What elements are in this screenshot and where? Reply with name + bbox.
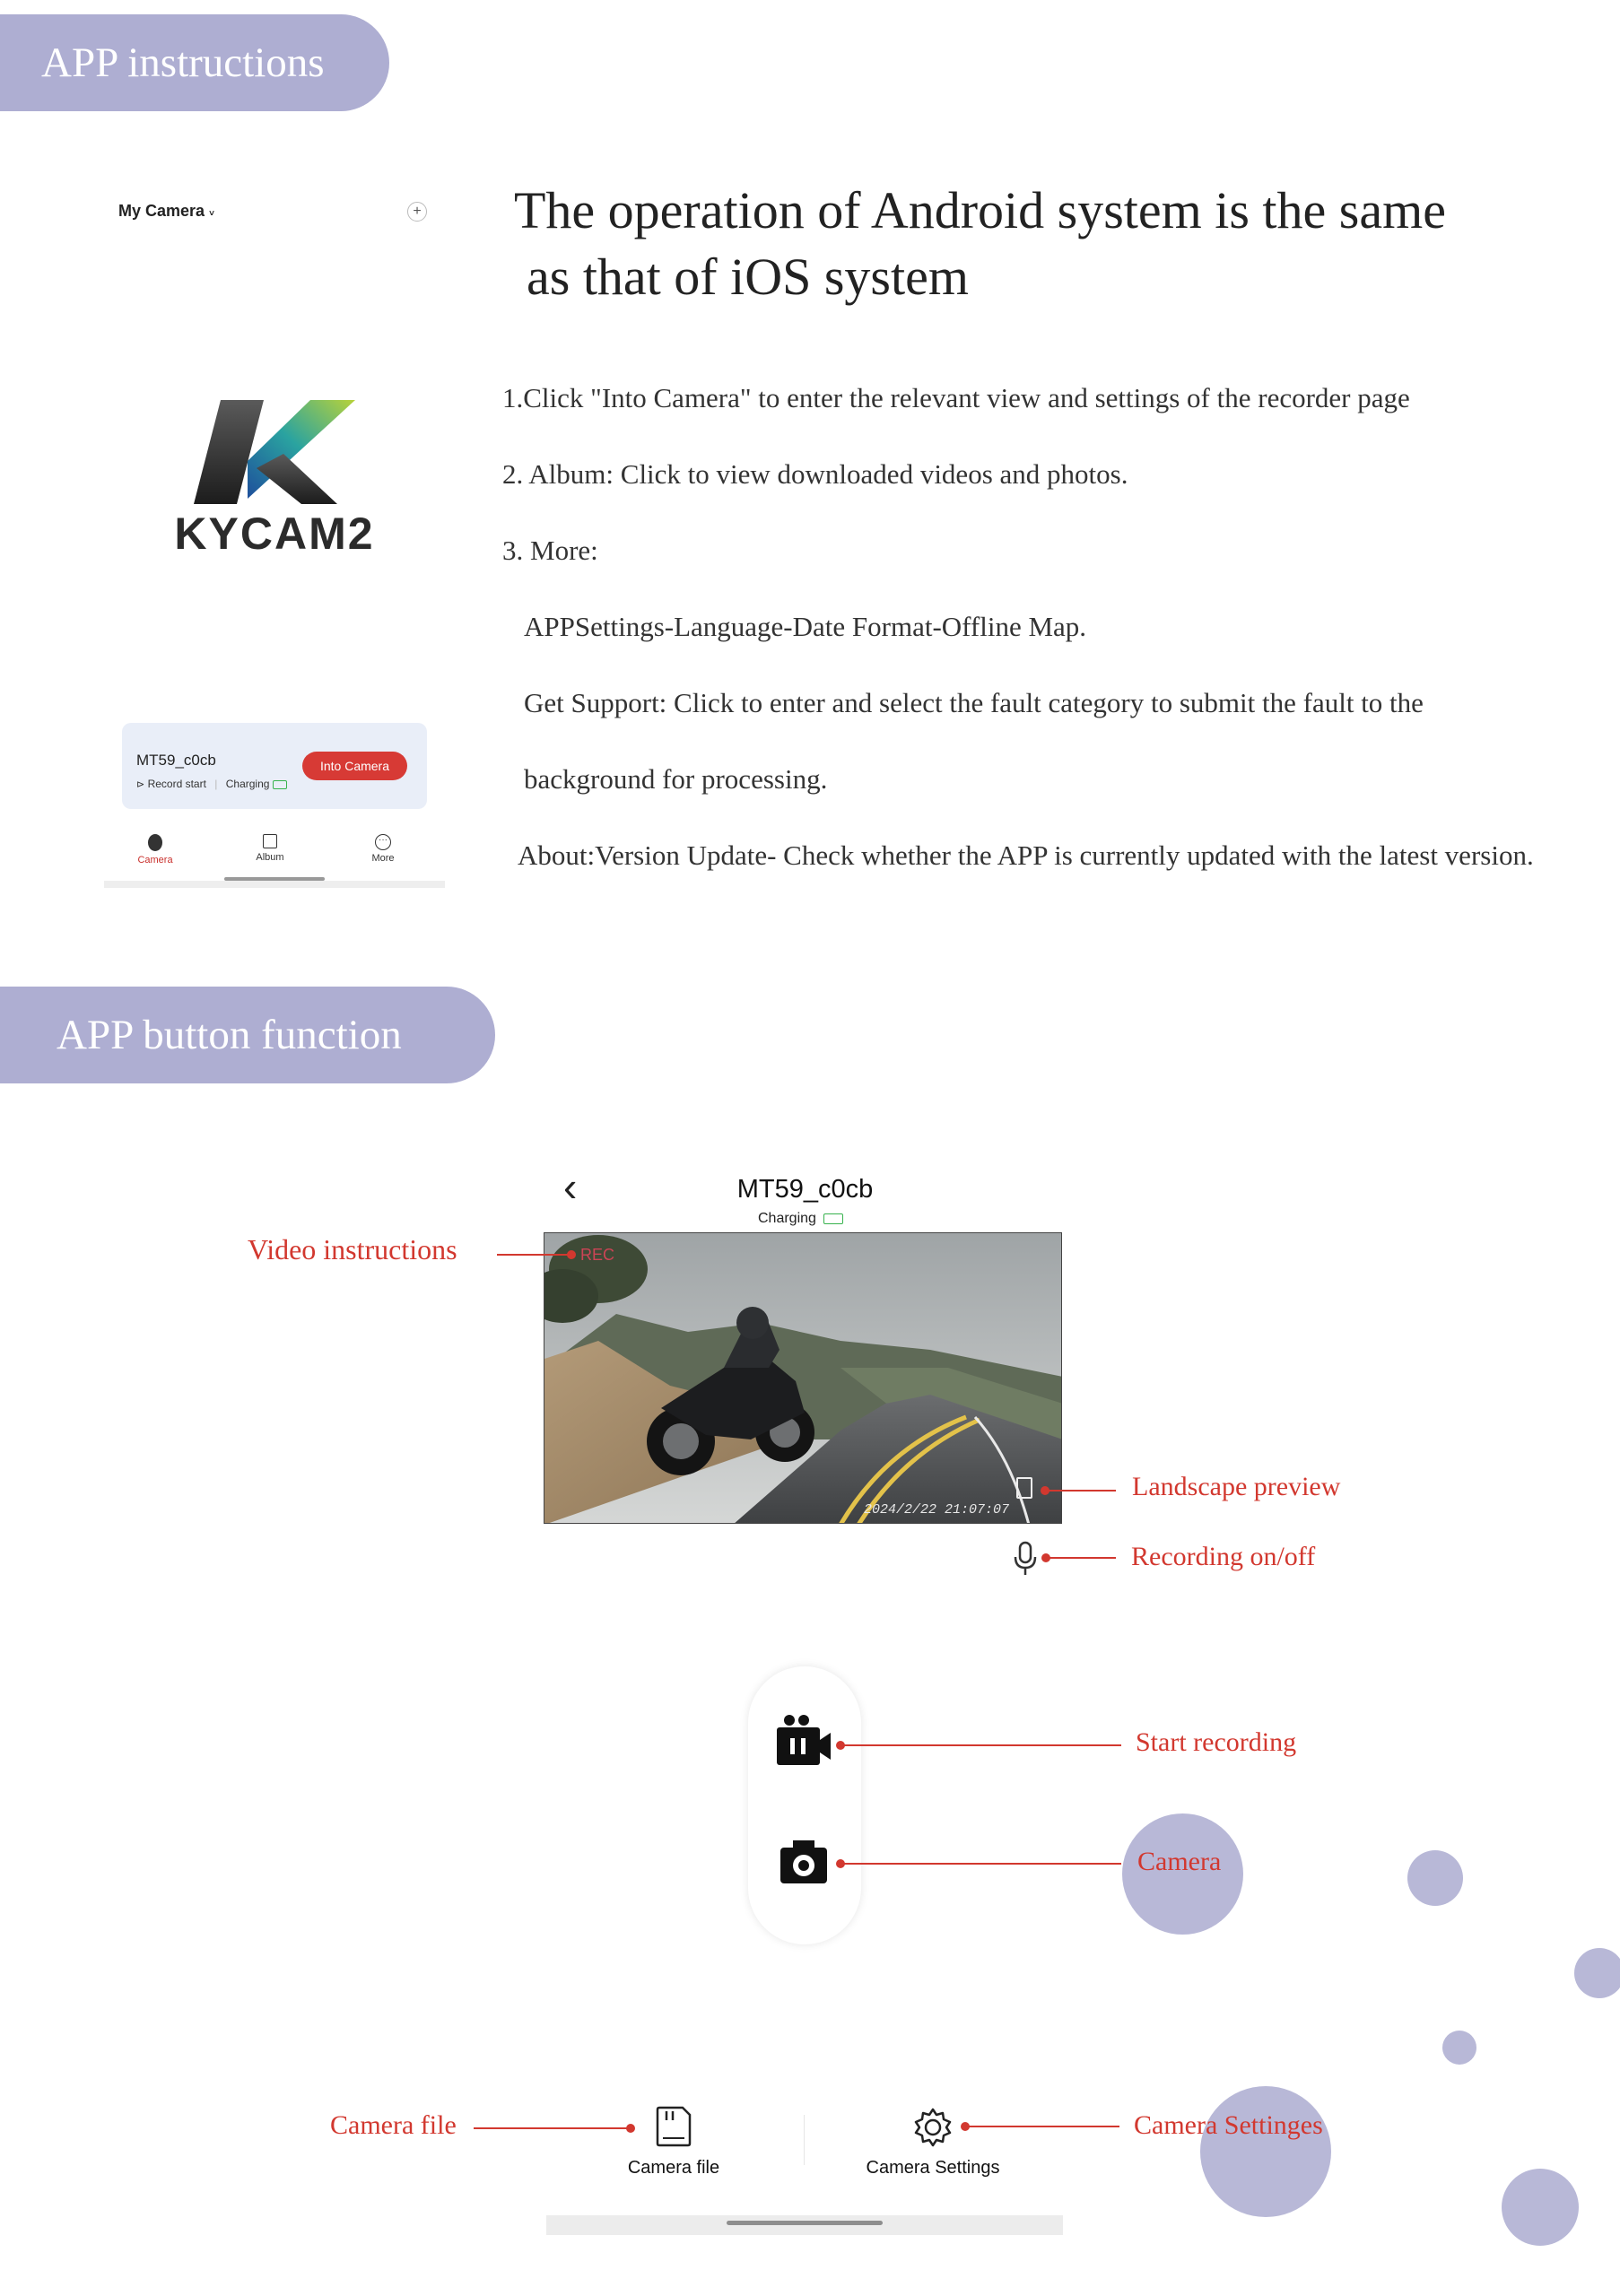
camera-screen-title: MT59_c0cb xyxy=(736,1175,874,1204)
album-icon xyxy=(263,834,277,848)
decorative-circle xyxy=(1200,2086,1331,2217)
start-recording-line xyxy=(841,1744,1121,1746)
bottom-strip xyxy=(546,2215,1063,2235)
step-3-support: Get Support: Click to enter and select the fault category to submit the fault to the xyxy=(524,687,1424,718)
camera-charging-status xyxy=(758,1211,843,1227)
start-recording-label: Start recording xyxy=(1136,1727,1297,1757)
divider: | xyxy=(214,778,218,790)
recording-onoff-line xyxy=(1046,1557,1116,1559)
sd-card-icon[interactable] xyxy=(654,2106,693,2147)
video-instructions-label: Video instructions xyxy=(248,1233,457,1265)
motorcycle-road-scene xyxy=(544,1233,1062,1524)
caret-icon: ˅ xyxy=(209,209,214,219)
step-1: 1.Click "Into Camera" to enter the relevant view and settings of the recorder page xyxy=(502,382,1410,413)
nav-more-label: More xyxy=(371,853,395,864)
charging-text: Charging xyxy=(225,778,270,790)
video-preview[interactable] xyxy=(544,1232,1062,1524)
device-name: MT59_c0cb xyxy=(136,752,216,769)
landscape-preview-icon[interactable] xyxy=(1016,1477,1032,1499)
camera-label: Camera xyxy=(1137,1847,1222,1876)
more-icon: ··· xyxy=(375,834,391,850)
photo-camera-icon[interactable] xyxy=(779,1839,829,1885)
add-icon: + xyxy=(413,204,422,219)
banner-title: APP instructions xyxy=(41,39,325,86)
kycam-logo-text: KYCAM2 xyxy=(174,509,375,559)
nav-camera-label: Camera xyxy=(137,855,173,865)
kycam-logo-mark xyxy=(194,398,355,508)
banner-title-2: APP button function xyxy=(57,1011,402,1058)
video-record-icon[interactable] xyxy=(775,1715,832,1769)
record-status xyxy=(136,778,287,790)
home-indicator xyxy=(727,2221,883,2225)
rec-watermark: REC xyxy=(580,1246,615,1264)
microphone-icon[interactable] xyxy=(1012,1541,1039,1577)
camera-file-label: Camera file xyxy=(330,2110,457,2140)
header-title: My Camera xyxy=(118,202,205,220)
step-2: 2. Album: Click to view downloaded videos and photos. xyxy=(502,458,1128,490)
capture-controls-pill xyxy=(748,1666,861,1944)
camera-settings-button-label[interactable]: Camera Settings xyxy=(866,2158,1000,2178)
step-3: 3. More: xyxy=(502,535,598,566)
camera-line xyxy=(841,1863,1121,1865)
decorative-circle xyxy=(1407,1850,1463,1906)
record-status-text: Record start xyxy=(147,778,206,790)
back-button[interactable]: ‹ xyxy=(563,1163,578,1210)
phone-mockup-home xyxy=(104,179,445,888)
battery-icon xyxy=(273,780,287,789)
app-button-function-banner xyxy=(0,987,495,1083)
nav-album-label: Album xyxy=(256,852,284,863)
add-camera-button[interactable] xyxy=(407,202,427,222)
landscape-preview-label: Landscape preview xyxy=(1132,1472,1341,1501)
app-instructions-banner xyxy=(0,14,389,111)
video-timestamp: 2024/2/22 21:07:07 xyxy=(864,1502,1010,1518)
camera-file-button-label[interactable]: Camera file xyxy=(627,2158,720,2178)
camera-settings-label: Camera Settinges xyxy=(1134,2110,1323,2140)
nav-album[interactable] xyxy=(239,834,301,863)
battery-icon xyxy=(823,1213,843,1224)
step-3-support-cont: background for processing. xyxy=(524,763,828,795)
camera-file-line xyxy=(474,2127,630,2129)
into-camera-button[interactable]: Into Camera xyxy=(302,752,407,780)
camera-file-dot xyxy=(626,2124,635,2133)
heading-line-2: as that of iOS system xyxy=(527,248,969,306)
heading-line-1: The operation of Android system is the same xyxy=(514,181,1446,239)
video-instructions-line xyxy=(497,1254,570,1256)
charging-label: Charging xyxy=(758,1211,816,1226)
my-camera-header[interactable] xyxy=(118,202,214,221)
bottom-nav xyxy=(104,823,445,888)
bottom-bar-divider xyxy=(804,2115,805,2165)
decorative-circle xyxy=(1442,2031,1476,2065)
nav-bottom-strip xyxy=(104,881,445,888)
camera-settings-line xyxy=(966,2126,1119,2127)
nav-camera[interactable] xyxy=(124,834,187,865)
record-icon: ⊳ xyxy=(136,779,145,790)
gear-icon[interactable] xyxy=(912,2107,954,2148)
nav-more[interactable] xyxy=(352,834,414,864)
landscape-preview-line xyxy=(1046,1490,1116,1492)
recording-onoff-label: Recording on/off xyxy=(1131,1542,1316,1571)
camera-nav-icon xyxy=(148,834,162,851)
device-card[interactable] xyxy=(122,723,427,809)
step-3-about: About:Version Update- Check whether the APP is currently updated with the latest version. xyxy=(518,839,1534,871)
decorative-circle xyxy=(1574,1948,1620,1998)
video-instructions-dot xyxy=(567,1250,576,1259)
decorative-circle xyxy=(1502,2169,1579,2246)
step-3-settings: APPSettings-Language-Date Format-Offline Map. xyxy=(524,611,1087,642)
